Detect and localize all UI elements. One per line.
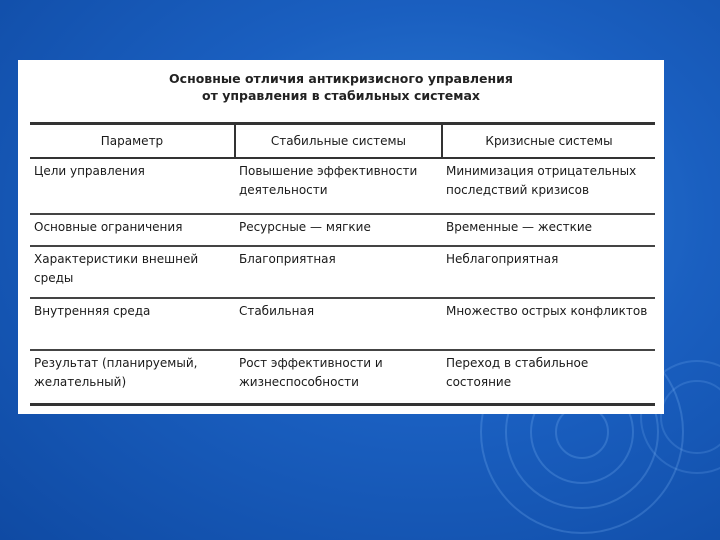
cell-stable: Рост эффективности и жизнеспособности xyxy=(235,350,442,405)
cell-crisis: Переход в стабильное состояние xyxy=(442,350,655,405)
comparison-table xyxy=(30,122,655,406)
header-crisis-systems: Кризисные системы xyxy=(442,124,655,159)
cell-parameter: Характеристики внешней среды xyxy=(30,246,235,298)
cell-crisis: Множество острых конфликтов xyxy=(442,298,655,350)
cell-crisis: Неблагоприятная xyxy=(442,246,655,298)
cell-crisis: Минимизация отрицательных последствий кризисов xyxy=(442,158,655,214)
cell-parameter: Основные ограничения xyxy=(30,214,235,246)
cell-stable: Ресурсные — мягкие xyxy=(235,214,442,246)
header-row xyxy=(30,124,655,159)
table-row xyxy=(30,246,655,298)
table-title xyxy=(18,70,664,104)
cell-stable: Стабильная xyxy=(235,298,442,350)
table-row xyxy=(30,350,655,405)
cell-parameter: Результат (планируемый, желательный) xyxy=(30,350,235,405)
cell-crisis: Временные — жесткие xyxy=(442,214,655,246)
cell-stable: Повышение эффективности деятельности xyxy=(235,158,442,214)
table-title-line2: от управления в стабильных системах xyxy=(202,88,480,103)
cell-parameter: Цели управления xyxy=(30,158,235,214)
header-stable-systems: Стабильные системы xyxy=(235,124,442,159)
table-sheet xyxy=(18,60,664,414)
cell-stable: Благоприятная xyxy=(235,246,442,298)
table-row xyxy=(30,298,655,350)
cell-parameter: Внутренняя среда xyxy=(30,298,235,350)
table-row xyxy=(30,158,655,214)
table-row xyxy=(30,214,655,246)
table-title-line1: Основные отличия антикризисного управления xyxy=(169,71,513,86)
header-parameter: Параметр xyxy=(30,124,235,159)
